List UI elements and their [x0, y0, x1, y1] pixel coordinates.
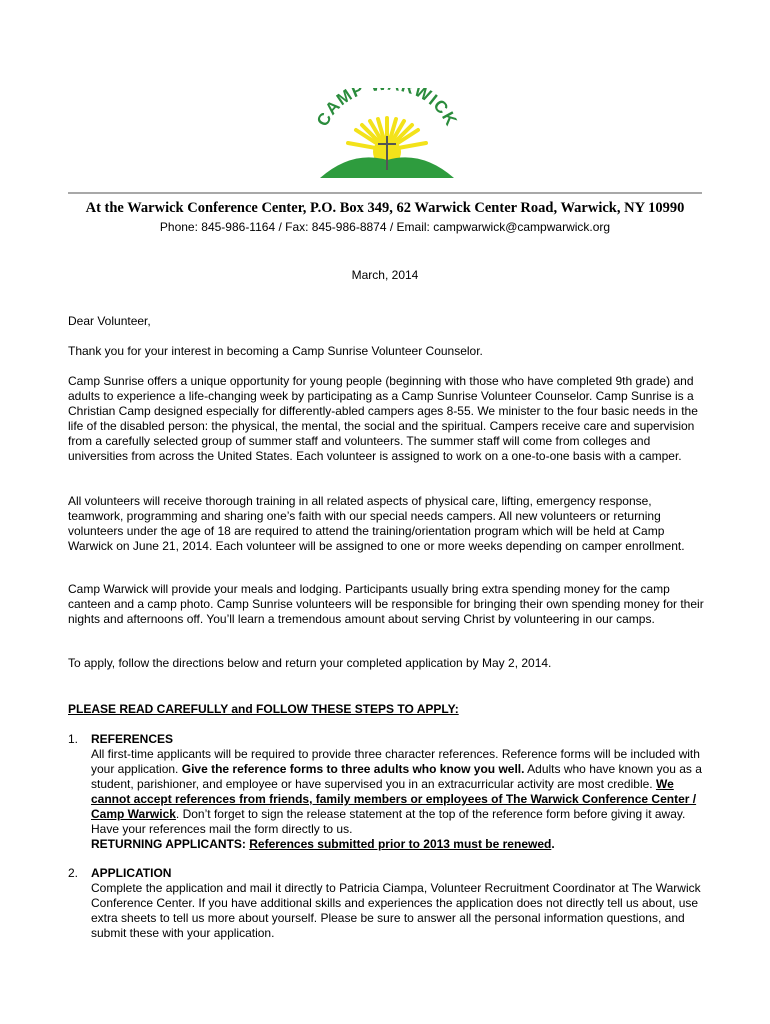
step-title-application: APPLICATION	[91, 866, 172, 880]
logo-graphic	[312, 88, 462, 188]
paragraph-about: Camp Sunrise offers a unique opportunity for young people (beginning with those who have completed 9th grade) and adults to experience a life-changing week by participating as a Camp Sunrise Volunteer Counselor. Camp Sunrise is a Christian Camp designed especially for differently-abled campers ages 8-55. We minister to the four basic needs in the life of the disabled person: the physical, the mental, the social and the spiritual. Campers receive care and supervision from a carefully selected group of summer staff and volunteers. The summer staff will come from colleges and universities from across the United States. Each volunteer is assigned to work on a one-to-one basis with a camper.	[68, 374, 698, 463]
returning-label: RETURNING APPLICANTS:	[91, 837, 246, 851]
step-text: . Don’t forget to sign the release statement at the top of the reference form before giving it away. Have your references mail the form directly to us.	[91, 807, 686, 836]
step-body-references	[91, 747, 703, 852]
header-divider	[68, 192, 702, 194]
letter-date: March, 2014	[351, 268, 419, 282]
paragraph-apply: To apply, follow the directions below and return your completed application by May 2, 2014.	[68, 656, 552, 670]
step-number: 1.	[68, 732, 79, 746]
step-body-application: Complete the application and mail it directly to Patricia Ciampa, Volunteer Recruitment Coordinator at The Warwick Conference Center. If you have additional skills and experiences the application does not directly tell us about, use extra sheets to tell us more about yourself. Please be sure to answer all the personal information questions, and submit these with your application.	[91, 881, 701, 940]
salutation: Dear Volunteer,	[68, 314, 151, 328]
paragraph-intro: Thank you for your interest in becoming a Camp Sunrise Volunteer Counselor.	[68, 344, 483, 358]
step-text: All first-time applicants will be required to provide three character references. Reference forms will be included with your application.	[91, 747, 700, 776]
logo-text: CAMP WICK	[312, 88, 462, 130]
step-text: Adults who have known you as a student, parishioner, and employee or have supervised you in an extracurricular activity are most credible.	[91, 762, 702, 791]
paragraph-training: All volunteers will receive thorough training in all related aspects of physical care, lifting, emergency response, teamwork, programming and sharing one’s faith with our special needs campers. All new volunteers or returning volunteers under the age of 18 are required to attend the training/orientation program which will be held at Camp Warwick on June 21, 2014. Each volunteer will be assigned to one or more weeks depending on camper enrollment.	[68, 494, 685, 553]
step-number: 2.	[68, 866, 79, 880]
camp-warwick-logo	[312, 88, 462, 188]
returning-text: References submitted prior to 2013 must be renewed	[249, 837, 552, 851]
step-emphasis: Give the reference forms to three adults who know you well.	[181, 762, 525, 776]
address-line: At the Warwick Conference Center, P.O. Box 349, 62 Warwick Center Road, Warwick, NY 10990	[85, 200, 685, 216]
paragraph-lodging: Camp Warwick will provide your meals and lodging. Participants usually bring extra spending money for the camp canteen and a camp photo. Camp Sunrise volunteers will be responsible for bringing their own spending money for their nights and afternoons off. You’ll learn a tremendous amount about serving Christ by volunteering in our camps.	[68, 582, 704, 626]
step-emphasis: We cannot accept references from friends, family members or employees of The Warwick Conference Center / Camp Warwick	[91, 777, 697, 821]
step-title-references: REFERENCES	[91, 732, 174, 746]
contact-line: Phone: 845-986-1164 / Fax: 845-986-8874 / Email: campwarwick@campwarwick.org	[159, 220, 611, 234]
returning-period: .	[551, 837, 555, 851]
steps-heading: PLEASE READ CAREFULLY and FOLLOW THESE STEPS TO APPLY:	[68, 702, 459, 716]
